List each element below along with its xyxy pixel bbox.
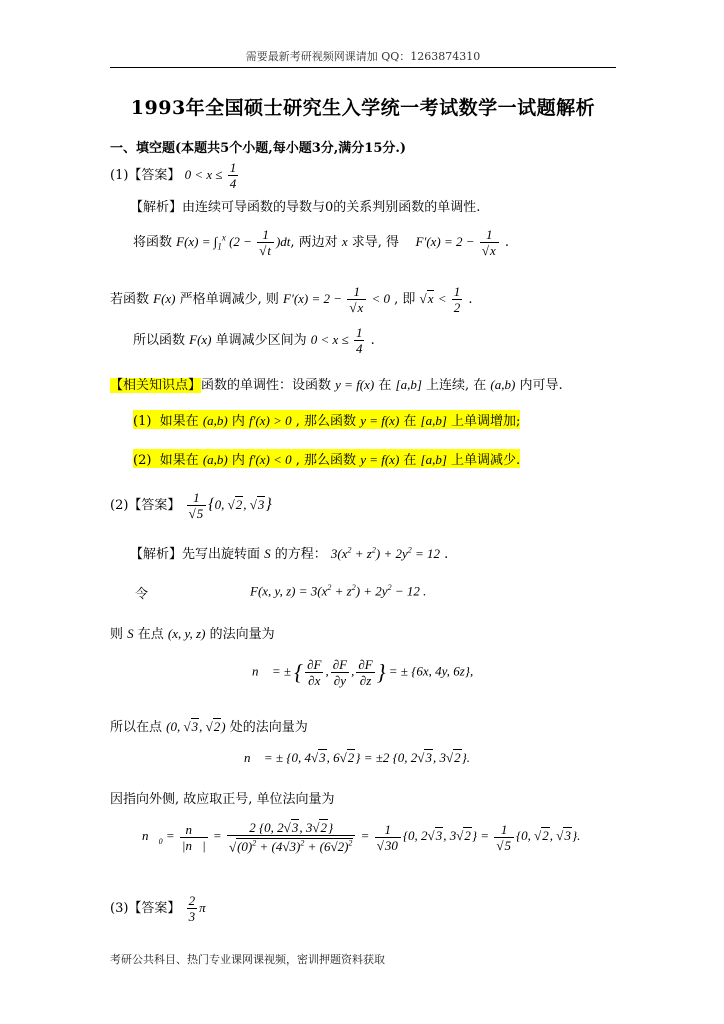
q2-at-point: 所以在点 (0, √3, √2) 处的法向量为 <box>110 719 308 735</box>
q1-line4: 所以函数 F(x) 单调减少区间为 0 < x ≤ $\frac{1}{4}$ . <box>133 325 375 356</box>
q3-answer-label: 【答案】 <box>128 901 181 916</box>
q1-k1: (1) 如果在 (a,b) 内 f′(x) > 0 , 那么函数 y = f(x) 在 [a,b] 上单调增加; <box>133 410 520 429</box>
q2-eq-unit: $n⃗_0$ = $\frac{n⃗}{|n⃗|}$ = $\frac{2 \{0, 2√3, 3√2\}}{√(0)^2 + (4√3)^2 + (6√2)^2}$ = $\frac{1}{√30}$ {0, 2√3, 3√2} = $\frac{1}{√5}$ {0, √2, √3}. <box>142 820 581 855</box>
paper-title: 1993年全国硕士研究生入学统一考试数学一试题解析 <box>130 97 596 119</box>
q1-num: (1) <box>110 168 129 183</box>
q1-analysis <box>130 196 480 215</box>
q2-eq-at-point: n⃗ = ± {0, 4√3, 6√2} = ±2 {0, 2√3, 3√2}. <box>244 750 471 765</box>
q1-answer-line: (1)【答案】 0 < x ≤ $\frac{1}{4}$ <box>110 160 237 191</box>
q2-answer-label: 【答案】 <box>128 498 181 513</box>
q2-num: (2) <box>110 498 129 513</box>
page-footer: 考研公共科目、热门专业课网课视频，密训押题资料获取 <box>110 953 385 966</box>
q2-F-def: F(x, y, $z) = 3(x^2 + z^2) + 2y^2 - 12$ . <box>250 583 427 599</box>
page-header: 需要最新考研视频网课请加 QQ：1263874310 <box>245 50 481 63</box>
knowledge-label: 【相关知识点】 <box>110 378 202 393</box>
q2-normal-intro: 则 S 在点 (x, y, z) 的法向量为 <box>110 626 275 642</box>
q1-analysis-label: 【解析】 <box>130 200 183 215</box>
section-heading: 一、填空题(本题共5个小题,每小题3分,满分15分.) <box>110 141 407 156</box>
q1-line3: 若函数 F(x) 严格单调减少, 则 F′(x) = 2 − $\frac{1}{√x}$ < 0 , 即 √x < $\frac{1}{2}$ . <box>110 284 473 315</box>
q1-k2: (2) 如果在 (a,b) 内 f′(x) < 0 , 那么函数 y = f(x) 在 [a,b] 上单调减少. <box>133 449 520 468</box>
q2-analysis-label: 【解析】 <box>130 547 183 562</box>
q1-analysis-text: 由连续可导函数的导数与0的关系判别函数的单调性. <box>182 200 481 215</box>
q1-knowledge: 【相关知识点】函数的单调性：设函数 y = f(x) 在 [a,b] 上连续, 在 (a,b) 内可导. <box>110 377 563 393</box>
q3-answer-line: (3)【答案】 $\frac{2}{3}$ π <box>110 893 206 924</box>
header-rule <box>110 67 616 68</box>
q2-analysis: 【解析】先写出旋转面 S 的方程： $3(x^2 + z^2) + 2y^2 = 12$ . <box>130 545 449 562</box>
q1-answer-label: 【答案】 <box>128 168 181 183</box>
q1-line2: 将函数 $F(x) = \int_1^x$ (2 − $\frac{1}{√t}$ )dt, 两边对 x 求导, 得 F′(x) = 2 − $\frac{1}{√x}$ . <box>133 227 509 258</box>
q3-num: (3) <box>110 901 129 916</box>
q2-eq-normal: n⃗ = ± { $\frac{\partial F}{\partial x}$ , $\frac{\partial F}{\partial y}$ , $\frac{\partial F}{\partial z}$ } = ± {6x, 4y, 6z}, <box>252 657 474 688</box>
q2-answer-line: (2)【答案】 $\frac{1}{√5}$ {0, √2, √3} <box>110 490 272 521</box>
q2-outward: 因指向外侧, 故应取正号, 单位法向量为 <box>110 792 335 807</box>
q2-ling: 令 <box>135 587 149 602</box>
